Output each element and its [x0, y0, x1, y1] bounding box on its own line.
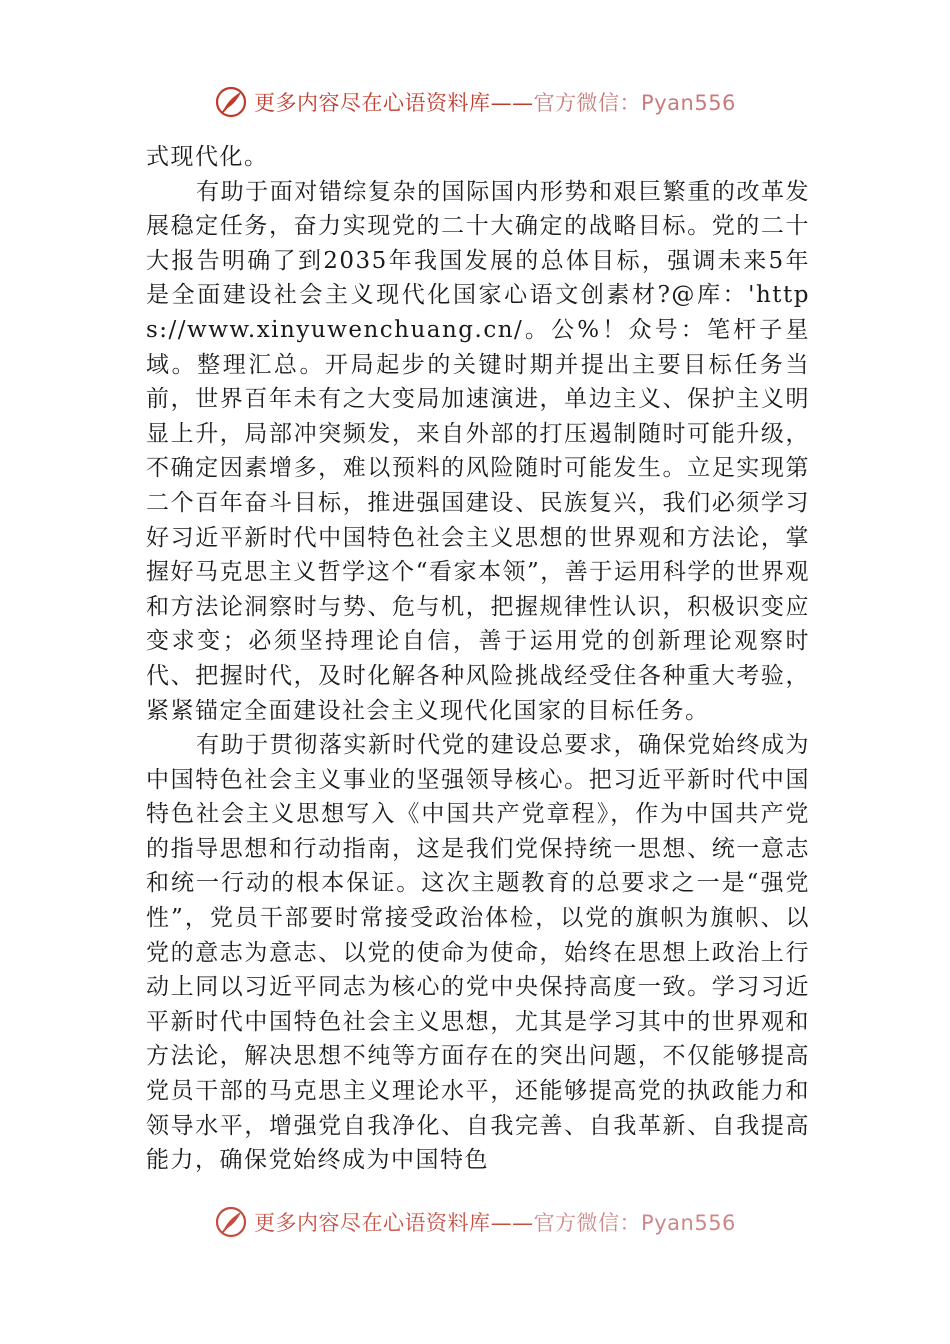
watermark-text — [254, 1207, 736, 1237]
watermark-title: 更多内容尽在心语资料库 — [254, 1211, 491, 1235]
watermark-dash: —— — [490, 1211, 534, 1235]
paragraph-strategic-goals: 有助于面对错综复杂的国际国内形势和艰巨繁重的改革发展稳定任务，奋力实现党的二十大确定的战略目标。党的二十大报告明确了到2035年我国发展的总体目标，强调未来5年是全面建设社会主义现代化国家心语文创素材?@库：'https://www.xinyuwenchuang.cn/。公%！众号：笔杆子星域。整理汇总。开局起步的关键时期并提出主要目标任务当前，世界百年未有之大变局加速演进，单边主义、保护主义明显上升，局部冲突频发，来自外部的打压遏制随时可能升级，不确定因素增多，难以预料的风险随时可能发生。立足实现第二个百年奋斗目标，推进强国建设、民族复兴，我们必须学习好习近平新时代中国特色社会主义思想的世界观和方法论，掌握好马克思主义哲学这个“看家本领”，善于运用科学的世界观和方法论洞察时与势、危与机，把握规律性认识，积极识变应变求变；必须坚持理论自信，善于运用党的创新理论观察时代、把握时代，及时化解各种风险挑战经受住各种重大考验，紧紧锚定全面建设社会主义现代化国家的目标任务。 — [146, 178, 810, 724]
footer-watermark — [0, 1200, 950, 1244]
quill-logo-icon — [214, 1205, 248, 1239]
paragraph-continuation: 式现代化。 — [146, 144, 269, 170]
watermark-group — [214, 1205, 736, 1239]
watermark-text — [254, 87, 736, 117]
watermark-title: 更多内容尽在心语资料库 — [254, 91, 491, 115]
watermark-wechat: 官方微信：Pyan556 — [533, 1211, 736, 1235]
watermark-group — [214, 85, 736, 119]
quill-logo-icon — [214, 85, 248, 119]
document-body — [146, 140, 810, 1178]
paragraph-party-building: 有助于贯彻落实新时代党的建设总要求，确保党始终成为中国特色社会主义事业的坚强领导核心。把习近平新时代中国特色社会主义思想写入《中国共产党章程》，作为中国共产党的指导思想和行动指南，这是我们党保持统一思想、统一意志和统一行动的根本保证。这次主题教育的总要求之一是“强党性”，党员干部要时常接受政治体检，以党的旗帜为旗帜、以党的意志为意志、以党的使命为使命，始终在思想上政治上行动上同以习近平同志为核心的党中央保持高度一致。学习习近平新时代中国特色社会主义思想，尤其是学习其中的世界观和方法论，解决思想不纯等方面存在的突出问题，不仅能够提高党员干部的马克思主义理论水平，还能够提高党的执政能力和领导水平，增强党自我净化、自我完善、自我革新、自我提高能力，确保党始终成为中国特色 — [146, 732, 810, 1174]
header-watermark — [0, 80, 950, 124]
watermark-dash: —— — [490, 91, 534, 115]
watermark-wechat: 官方微信：Pyan556 — [533, 91, 736, 115]
